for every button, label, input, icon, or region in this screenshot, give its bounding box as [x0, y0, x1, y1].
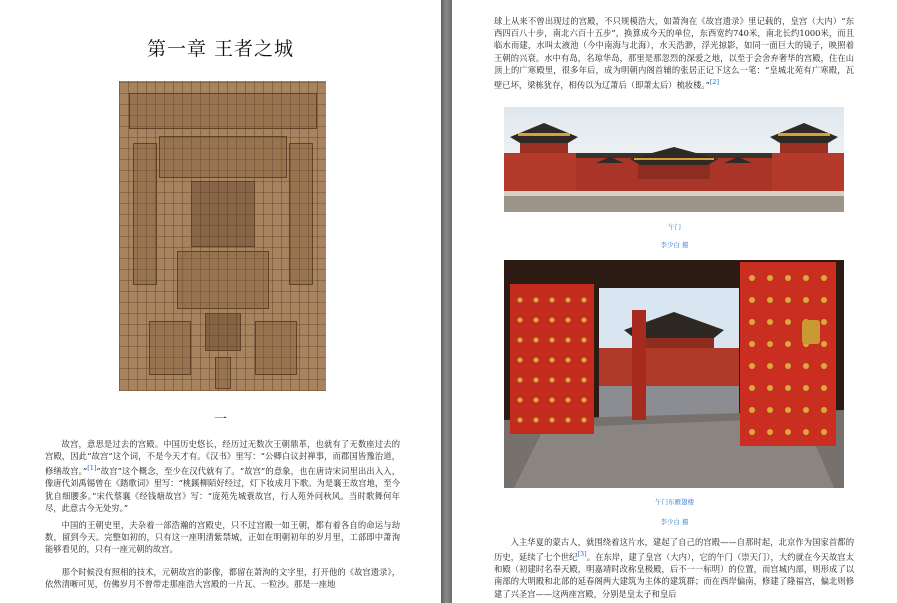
paragraph-1 [45, 438, 400, 514]
right-bottom-paragraph-text-a: 入主华夏的蒙古人，就围绕着这片水，建起了自己的宫殿——自那时起，北京作为国家首都的历史，延续了七个世纪 [494, 537, 854, 562]
right-top-paragraph [494, 15, 854, 91]
right-page [452, 0, 897, 603]
meridian-gate-photo [504, 107, 844, 212]
east-wing-tower-photo [504, 260, 844, 488]
footnote-ref-3[interactable]: [3] [577, 550, 587, 559]
left-page [0, 0, 441, 603]
footnote-ref-2[interactable]: [2] [709, 78, 720, 87]
figure-1-caption: 午门 [668, 223, 681, 231]
right-top-paragraph-text: 球上从来不曾出现过的宫殿，不只规模浩大，如萧洵在《故宫遗录》里记载的，皇宫（大内）“东西四百八十步，南北六百十五步”，换算成今天的单位，东西宽约740米，南北长约1000米，而且临水而建，水叫太液池（今中南海与北海），水天浩渺，浮光掠影，如同一面巨大的镜子，映照着王朝的兴衰。水中有岛，名琼华岛，那里是那忽烈的深爱之地，以至于会舍弃奢华的宫殿，住在山顶上的广寒殿里，很多年后，成为明朝内阁首辅的张居正记下这么一笔：“皇城北苑有广寒殿，瓦壁已坏，梁栋犹存，相传以为辽萧后（即萧太后）梳妆楼。” [494, 16, 854, 90]
paragraph-1-text-a: 故宫，意思是过去的宫殿。中国历史悠长，经历过无数次王朝鼎革，也就有了无数座过去的宫殿，因此“故宫”这个词，不是今天才有。《汉书》里写：“公卿白议封禅事，而郡国皆豫治道，修缮故宫。” [45, 439, 400, 477]
page-gutter [441, 0, 452, 603]
open-gate-illustration [504, 260, 844, 488]
section-number: 一 [213, 412, 227, 427]
meridian-gate-illustration [504, 107, 844, 212]
chapter-title: 第一章 王者之城 [146, 38, 295, 60]
footnote-ref-1[interactable]: [1] [87, 464, 97, 473]
right-bottom-paragraph-text-b: 。在东岸，建了皇宫（大内），它的午门（崇天门），大约就在今天故宫太和殿（初建时名奉天殿，明嘉靖时改称皇极殿，后不一一标明）的位置，而宫城内部，则形成了以南部的大明殿和北部的延春阁两大建筑为主体的建筑群；而在西岸偏南，修建了隆福宫，偏北则修建了兴圣宫——这两座宫殿，分别是皇太子和皇后 [494, 551, 854, 599]
figure-2-caption: 午门东雁翅楼 [655, 498, 694, 506]
right-bottom-paragraph [494, 536, 854, 600]
figure-2-credit: 李少白 摄 [660, 518, 689, 526]
paragraph-3: 那个时候没有照相的技术，元朝故宫的影像，都留在萧洵的文字里，打开他的《故宫遗录》，依然清晰可见，仿佛岁月不曾带走那座浩大宫殿的一片瓦、一粒沙。那是一座地 [45, 567, 400, 590]
figure-1-credit: 李少白 摄 [660, 241, 689, 249]
paragraph-1-text-b: “故宫”这个概念，至少在汉代就有了。“故宫”的意象，也在唐诗宋词里出出入入，像唐代刘禹锡曾在《踏歌词》里写：“桃蹊柳陌好经过，灯下妆成月下歌。为是襄王故宫地，至今犹自细腰多。”宋代蔡襄《经钱塘故宫》写：“庞苑先城蓑故宫，行人苑外问秋风。当时歌舞何年尽，此意古今无处穷。” [45, 466, 400, 513]
forbidden-city-plan-image [119, 81, 326, 391]
paragraph-2: 中国的王朝史里，夫杂着一部浩瀚的宫殿史，只不过宫殿一如王朝，都有着各自的命运与劫数，留到今天。完整如初的，只有这一座明清紫禁城，正如在明朝初年的岁月里，工部即中萧洵能够看见的，只有一座元朝的故宫。 [45, 520, 400, 555]
